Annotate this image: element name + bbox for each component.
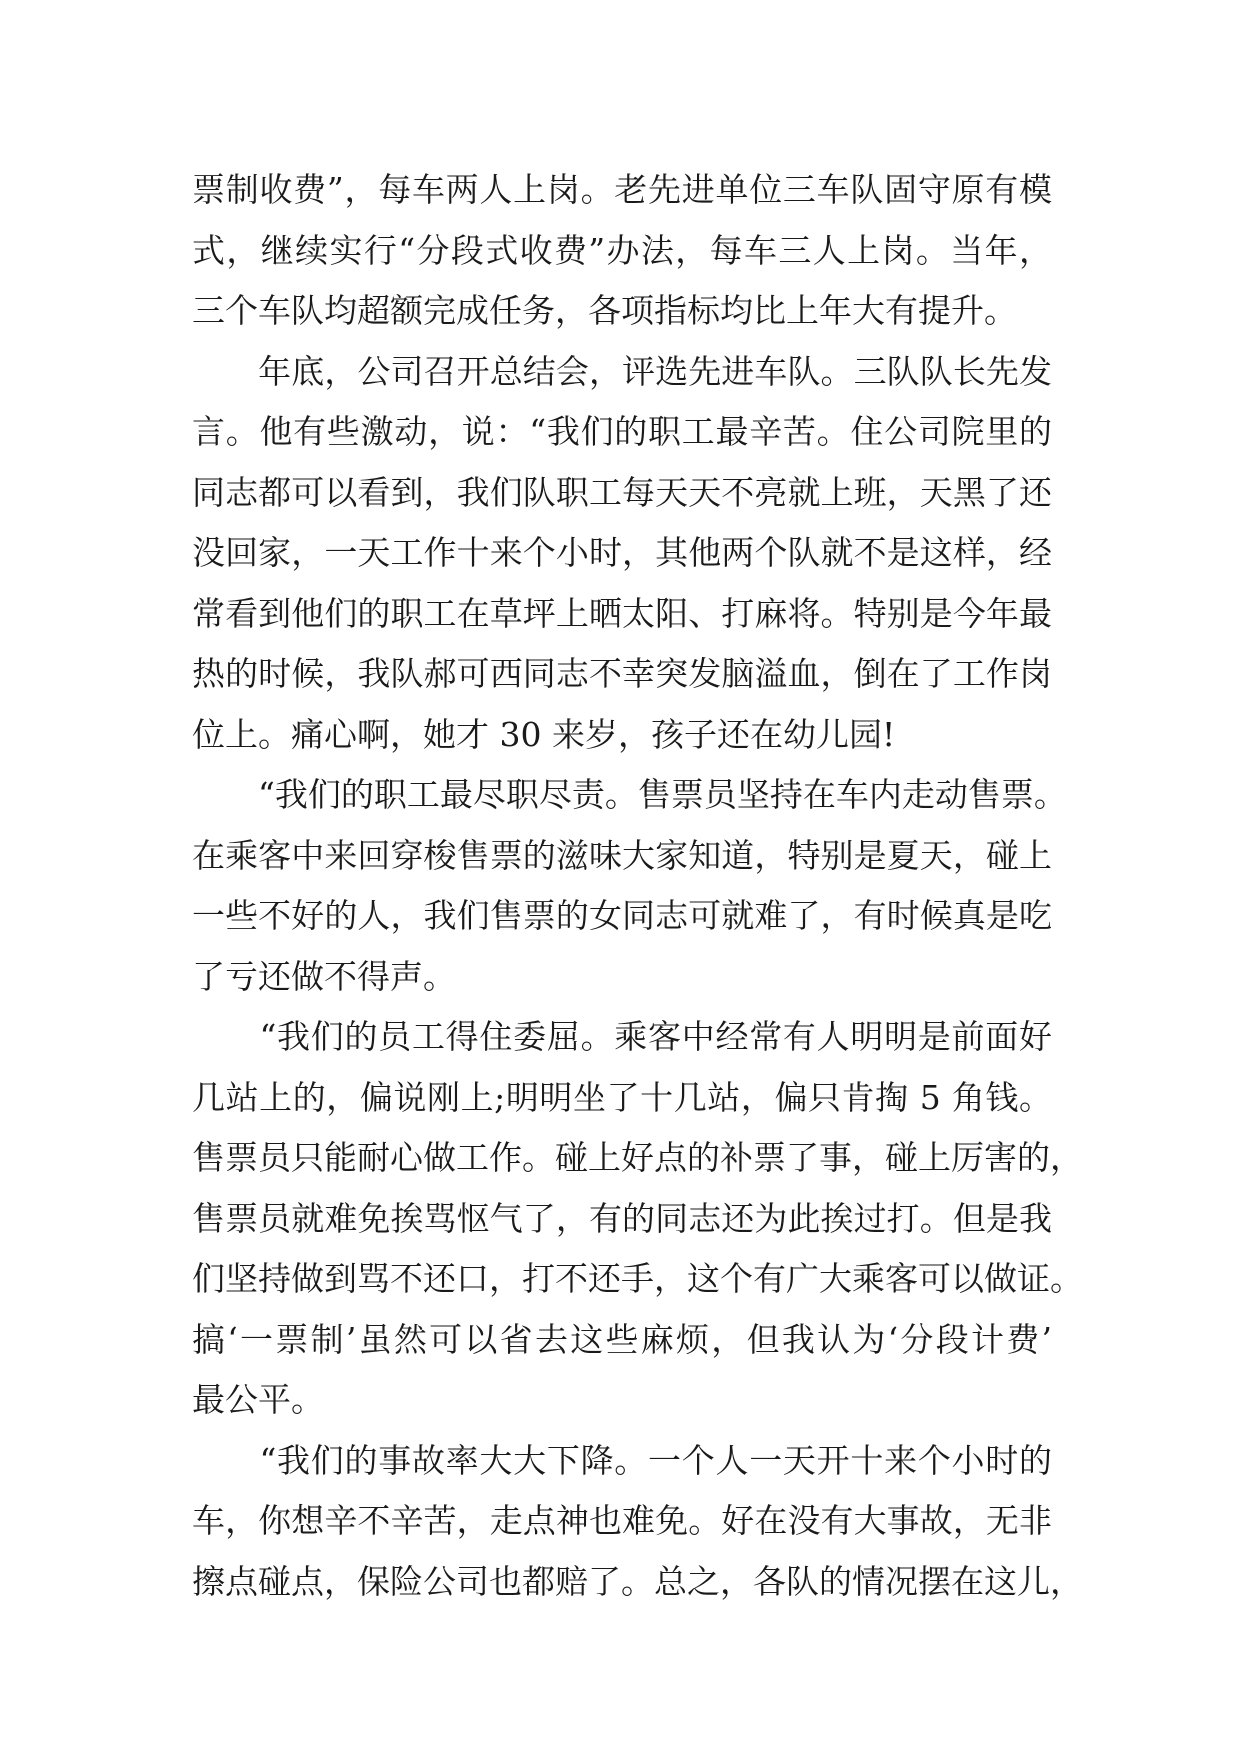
text-line: 们坚持做到骂不还口，打不还手，这个有广大乘客可以做证。 xyxy=(192,1259,1083,1298)
text-line: 售票员只能耐心做工作。碰上好点的补票了事，碰上厉害的， xyxy=(192,1138,1083,1177)
text-line: 一些不好的人，我们售票的女同志可就难了，有时候真是吃 xyxy=(192,896,1052,935)
text-line: 同志都可以看到，我们队职工每天天不亮就上班，天黑了还 xyxy=(192,472,1052,512)
document-body xyxy=(192,160,1083,1612)
text-line: 搞‘一票制’虽然可以省去这些麻烦，但我认为‘分段计费’ xyxy=(192,1319,1052,1359)
text-line: 了亏还做不得声。 xyxy=(192,956,456,996)
text-line: 常看到他们的职工在草坪上晒太阳、打麻将。特别是今年最 xyxy=(192,593,1052,633)
text-line: 没回家，一天工作十来个小时，其他两个队就不是这样，经 xyxy=(192,533,1052,572)
text-line: 擦点碰点，保险公司也都赔了。总之，各队的情况摆在这儿， xyxy=(192,1561,1083,1601)
paragraph-5 xyxy=(192,1431,1083,1613)
text-line: “我们的员工得住委屈。乘客中经常有人明明是前面好 xyxy=(192,1017,1052,1056)
text-line: 式，继续实行“分段式收费”办法，每车三人上岗。当年， xyxy=(192,230,1052,270)
text-line: 售票员就难免挨骂怄气了，有的同志还为此挨过打。但是我 xyxy=(192,1198,1052,1238)
text-line: 三个车队均超额完成任务，各项指标均比上年大有提升。 xyxy=(192,291,1017,330)
paragraph-2 xyxy=(192,342,1052,766)
paragraph-1 xyxy=(192,160,1052,342)
text-line: 最公平。 xyxy=(192,1380,324,1419)
text-line: 在乘客中来回穿梭售票的滋味大家知道，特别是夏天，碰上 xyxy=(192,835,1052,875)
text-line: 票制收费”，每车两人上岗。老先进单位三车队固守原有模 xyxy=(192,170,1052,209)
paragraph-3 xyxy=(192,765,1067,1007)
paragraph-4 xyxy=(192,1007,1083,1431)
text-line: “我们的事故率大大下降。一个人一天开十来个小时的 xyxy=(192,1440,1052,1480)
text-line: “我们的职工最尽职尽责。售票员坚持在车内走动售票。 xyxy=(192,775,1067,814)
text-line: 年底，公司召开总结会，评选先进车队。三队队长先发 xyxy=(192,351,1052,391)
text-line: 车，你想辛不辛苦，走点神也难免。好在没有大事故，无非 xyxy=(192,1501,1052,1540)
text-line: 几站上的，偏说刚上;明明坐了十几站，偏只肯掏 5 角钱。 xyxy=(192,1077,1052,1117)
text-line: 位上。痛心啊，她才 30 来岁，孩子还在幼儿园! xyxy=(192,714,896,754)
text-line: 热的时候，我队郝可西同志不幸突发脑溢血，倒在了工作岗 xyxy=(192,654,1052,693)
text-line: 言。他有些激动，说：“我们的职工最辛苦。住公司院里的 xyxy=(192,412,1052,451)
